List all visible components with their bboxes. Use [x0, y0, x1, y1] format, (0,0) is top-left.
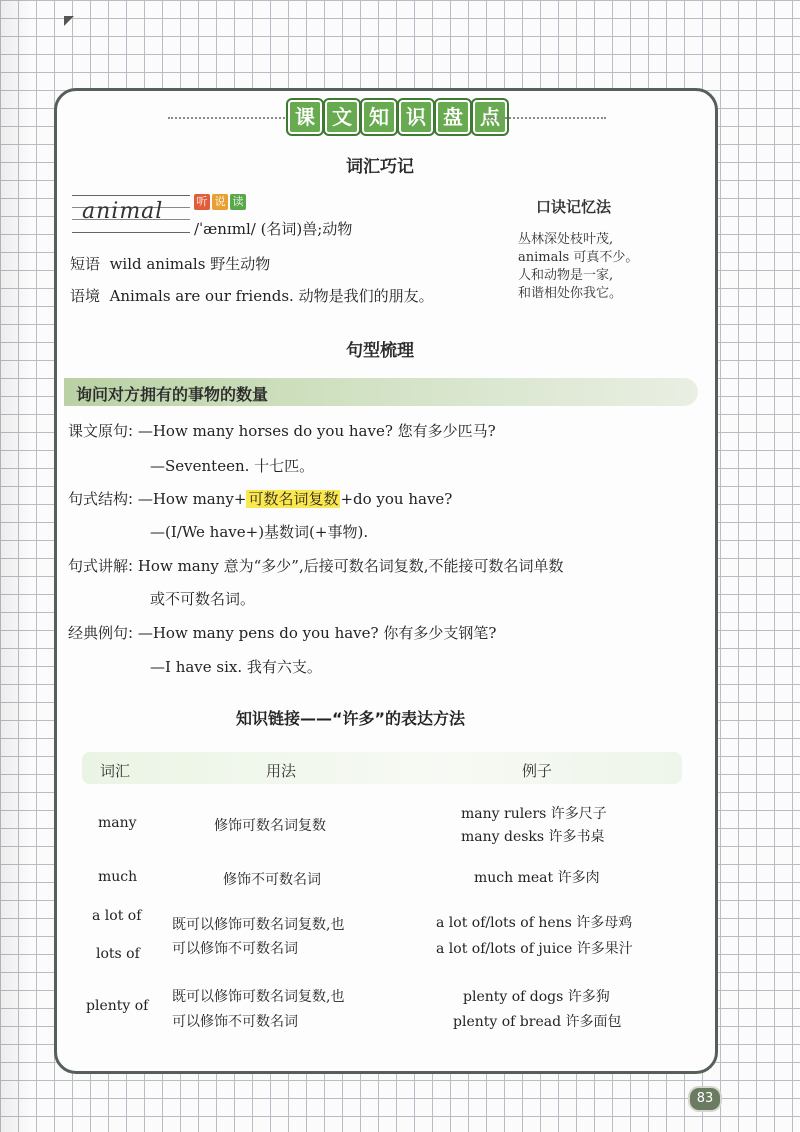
vocab-word [72, 193, 182, 233]
table-cell-word: lots of [96, 946, 140, 962]
explain-row-1 [68, 555, 564, 576]
table-cell-usage: 既可以修饰可数名词复数,也 [172, 989, 345, 1005]
sentence-heading: 句型梳理 [340, 336, 420, 361]
memo-line: 人和动物是一家, [518, 268, 614, 283]
example-label: 经典例句: [68, 624, 134, 642]
read-tag: 读 [230, 194, 246, 210]
example-line: —I have six. 我有六支。 [150, 658, 322, 676]
table-header: 词汇 [100, 762, 131, 780]
struct-text: +do you have? [340, 490, 453, 508]
table-cell-example: many rulers 许多尺子 [461, 806, 607, 822]
table-cell-example: plenty of bread 许多面包 [453, 1014, 622, 1030]
table-cell-example: a lot of/lots of hens 许多母鸡 [436, 915, 633, 931]
table-cell-word: much [98, 869, 138, 885]
explain-label: 句式讲解: [68, 557, 134, 575]
highlight-plural-noun: 可数名词复数 [248, 490, 339, 508]
speak-tag: 说 [212, 194, 228, 210]
vocab-heading: 词汇巧记 [340, 152, 420, 177]
link-heading: 知识链接——“许多”的表达方法 [236, 706, 465, 729]
explain-line: 或不可数名词。 [150, 590, 256, 608]
explain-line: How many 意为“多少”,后接可数名词复数,不能接可数名词单数 [137, 557, 564, 575]
topic-band [64, 378, 698, 406]
table-cell-usage: 修饰可数名词复数 [214, 818, 326, 834]
pronunciation: /ˈænɪml/ (名词)兽;动物 [194, 220, 353, 238]
table-cell-usage: 既可以修饰可数名词复数,也 [172, 917, 345, 933]
title-divider-right [486, 117, 606, 119]
struct-row-1 [68, 488, 452, 509]
topic-band-text: 询问对方拥有的事物的数量 [76, 385, 269, 404]
title-char: 课 [288, 100, 322, 134]
struct-text: —How many+ [137, 490, 247, 508]
orig-line: —Seventeen. 十七匹。 [150, 457, 315, 475]
page-edge-shadow [0, 0, 30, 1132]
page-title [0, 100, 800, 134]
memo-line: 丛林深处枝叶茂, [518, 232, 614, 247]
skill-tags [194, 194, 246, 210]
table-cell-example: plenty of dogs 许多狗 [463, 989, 610, 1005]
title-divider-left [168, 117, 288, 119]
phrase-text: wild animals 野生动物 [109, 255, 271, 273]
title-char: 点 [473, 100, 507, 134]
table-cell-word: many [98, 815, 137, 831]
table-header-band [82, 752, 682, 784]
context-text: Animals are our friends. 动物是我们的朋友。 [109, 287, 434, 305]
title-char: 识 [399, 100, 433, 134]
page-number: 83 [688, 1086, 722, 1112]
table-header: 例子 [522, 762, 553, 780]
vocab-word-text: animal [82, 199, 164, 224]
title-char: 文 [325, 100, 359, 134]
example-line: —How many pens do you have? 你有多少支钢笔? [137, 624, 497, 642]
memo-title: 口诀记忆法 [536, 198, 612, 216]
table-cell-word: a lot of [92, 908, 142, 924]
memo-line: 和谐相处你我它。 [518, 286, 623, 301]
table-cell-example: many desks 许多书桌 [461, 829, 605, 845]
table-header: 用法 [266, 762, 297, 780]
title-char: 知 [362, 100, 396, 134]
phrase-label: 短语 [70, 255, 101, 273]
table-cell-example: a lot of/lots of juice 许多果汁 [436, 941, 633, 957]
memo-line: animals 可真不少。 [518, 250, 639, 265]
orig-label: 课文原句: [68, 422, 134, 440]
table-cell-usage: 可以修饰不可数名词 [172, 941, 298, 957]
corner-mark [64, 16, 74, 26]
table-cell-usage: 修饰不可数名词 [223, 872, 321, 888]
context-label: 语境 [70, 287, 101, 305]
title-boxes [288, 100, 507, 134]
example-row-1 [68, 622, 496, 643]
orig-row-1 [68, 420, 496, 441]
struct-line: —(I/We have+)基数词(+事物). [150, 523, 369, 541]
struct-label: 句式结构: [68, 490, 134, 508]
context-row [70, 285, 434, 306]
table-cell-word: plenty of [86, 998, 149, 1014]
table-cell-example: much meat 许多肉 [474, 870, 600, 886]
table-cell-usage: 可以修饰不可数名词 [172, 1014, 298, 1030]
title-char: 盘 [436, 100, 470, 134]
orig-line: —How many horses do you have? 您有多少匹马? [137, 422, 496, 440]
listen-tag: 听 [194, 194, 210, 210]
phrase-row [70, 253, 270, 274]
